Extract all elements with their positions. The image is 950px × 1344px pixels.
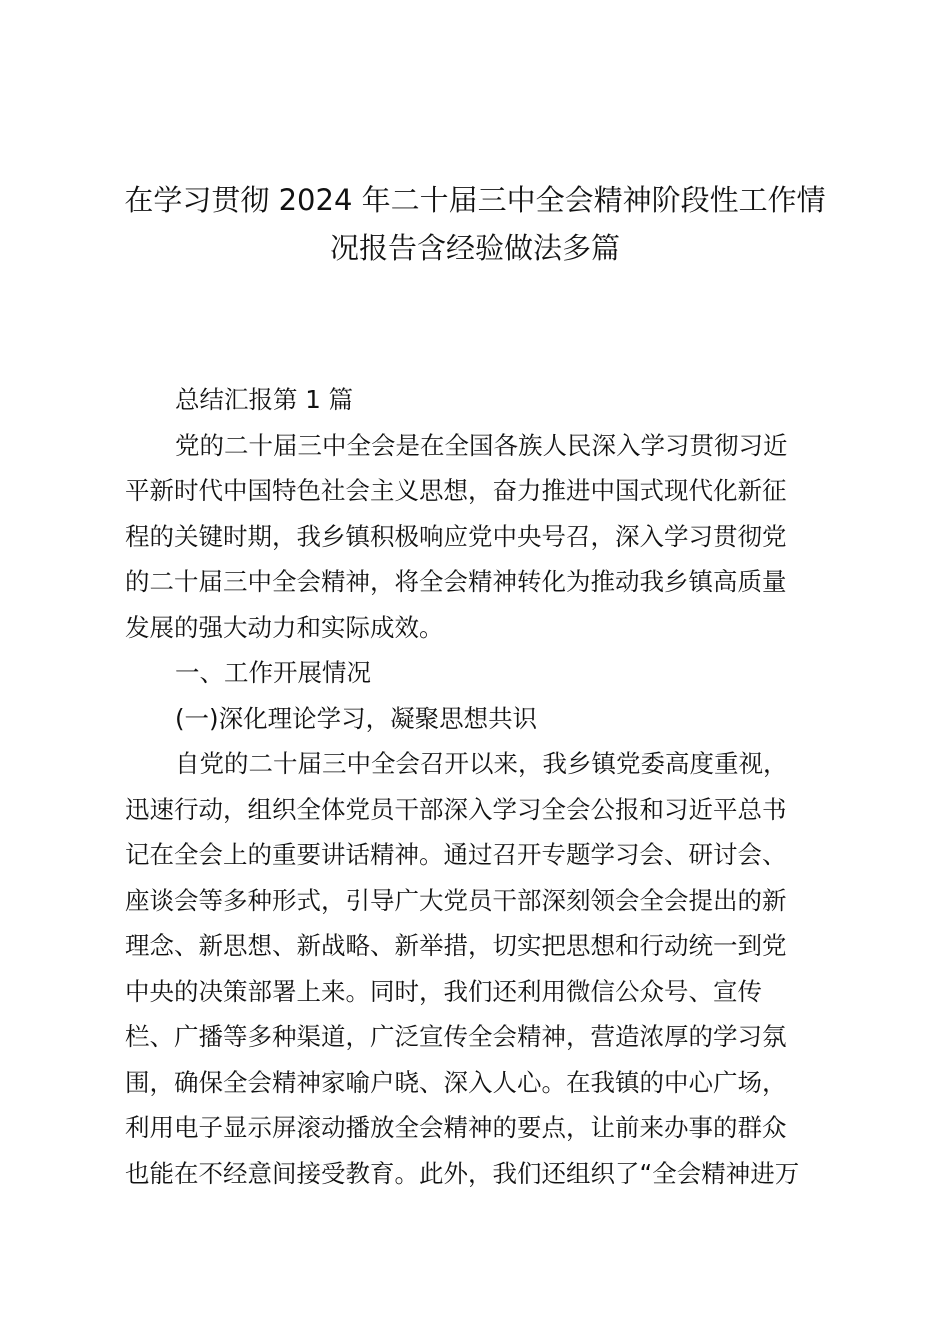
paragraph-line: 理念、新思想、新战略、新举措，切实把思想和行动统一到党 [125,931,787,960]
title-line-1: 在学习贯彻 2024 年二十届三中全会精神阶段性工作情 [124,183,826,217]
paragraph-line: 利用电子显示屏滚动播放全会精神的要点，让前来办事的群众 [125,1113,787,1142]
paragraph-line: 发展的强大动力和实际成效。 [125,612,444,642]
paragraph-line: 程的关键时期，我乡镇积极响应党中央号召，深入学习贯彻党 [125,521,787,551]
paragraph-line: 的二十届三中全会精神，将全会精神转化为推动我乡镇高质量 [125,567,787,596]
paragraph-line: 中央的决策部署上来。同时，我们还利用微信公众号、宣传 [125,976,762,1006]
section-heading: 总结汇报第 1 篇 [175,385,354,414]
paragraph-line: 迅速行动，组织全体党员干部深入学习全会公报和习近平总书 [125,794,787,824]
subsection-heading: (一)深化理论学习，凝聚思想共识 [175,703,538,733]
paragraph-line: 也能在不经意间接受教育。此外，我们还组织了“全会精神进万 [125,1158,800,1188]
paragraph-line: 自党的二十届三中全会召开以来，我乡镇党委高度重视， [175,749,788,778]
paragraph-line: 栏、广播等多种渠道，广泛宣传全会精神，营造浓厚的学习氛 [125,1022,787,1051]
section-heading: 一、工作开展情况 [175,658,371,687]
paragraph-line: 记在全会上的重要讲话精神。通过召开专题学习会、研讨会、 [125,840,787,869]
paragraph-line: 平新时代中国特色社会主义思想，奋力推进中国式现代化新征 [125,476,787,505]
document-title [120,176,830,272]
paragraph-line: 党的二十届三中全会是在全国各族人民深入学习贯彻习近 [175,430,788,460]
paragraph-line: 座谈会等多种形式，引导广大党员干部深刻领会全会提出的新 [125,885,787,915]
document-body [125,377,830,1196]
title-line-2: 况报告含经验做法多篇 [329,231,620,265]
paragraph-line: 围，确保全会精神家喻户晓、深入人心。在我镇的中心广场， [125,1067,787,1097]
